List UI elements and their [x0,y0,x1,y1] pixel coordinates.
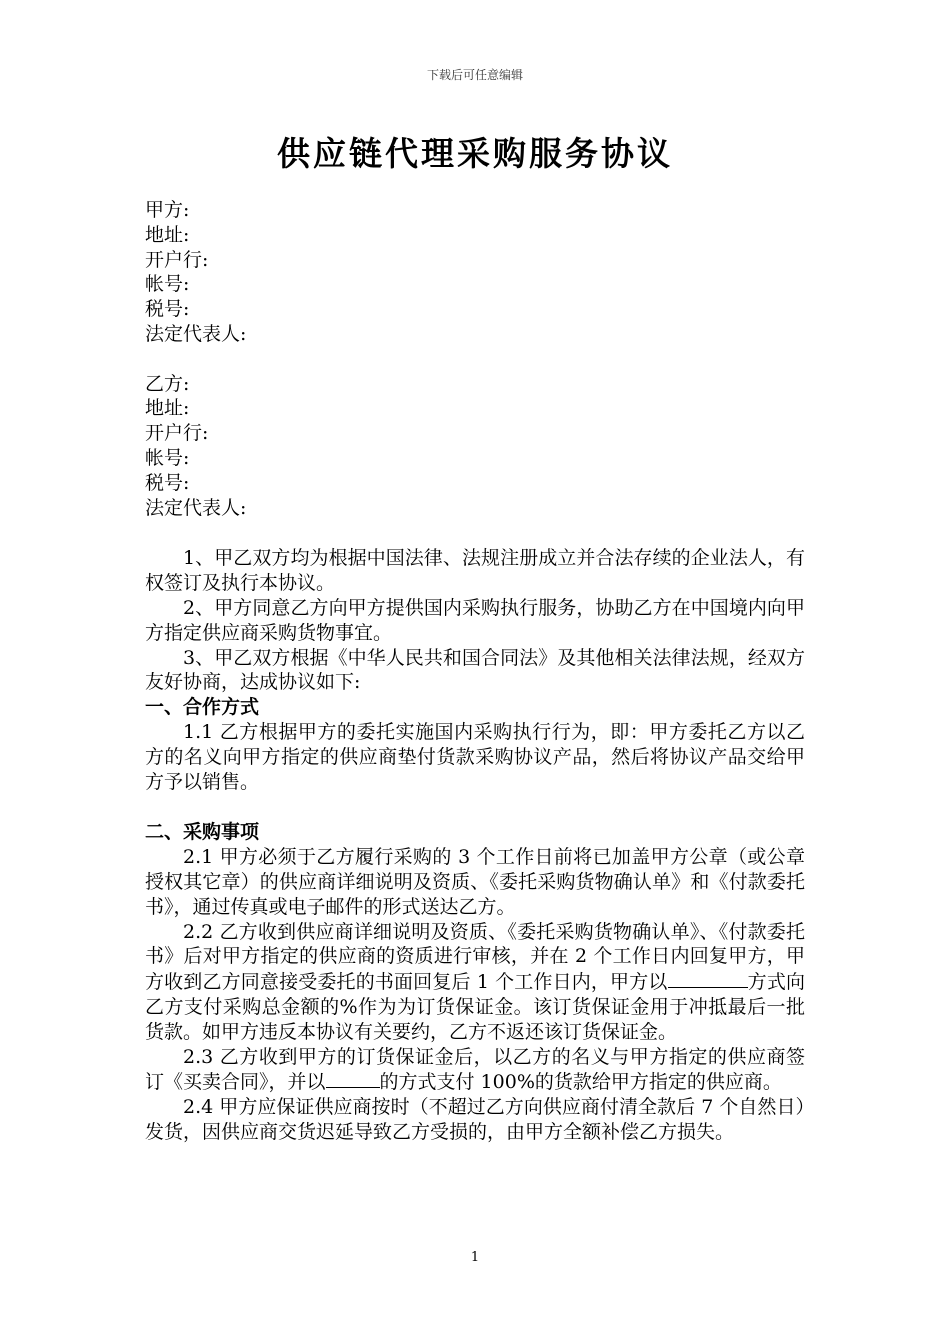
spacer [145,794,805,820]
page-number: 1 [470,1250,480,1265]
party-a-address-field: 地址: [145,223,190,246]
spacer [145,347,805,372]
clause-2-2-text-start: 2.2 乙方收到供应商详细说明及资质、《委托采购货物确认单》、《付款委托书》后对甲方指定的供应商的资质进行审核，并在 2 个工作日内回复甲方，甲方收到乙方同意接受委托的书面回复后 1 个工作日内，甲方以 [145,920,805,994]
party-b-tax-field: 税号: [145,471,190,494]
clause-2-2-text-end: 方式向乙方支付采购总金额的%作为为订货保证金。该订货保证金用于冲抵最后一批货款。如甲方违反本协议有关要约，乙方不返还该订货保证金。 [145,971,805,1043]
intro-clause-3: 3、甲乙双方根据《中华人民共和国合同法》及其他相关法律法规，经双方友好协商，达成协议如下: [145,646,805,694]
party-b-bank-field: 开户行: [145,422,209,445]
section-1-heading: 一、合作方式 [145,696,260,719]
party-b-info [145,372,805,521]
document-title: 供应链代理采购服务协议 [277,134,673,173]
party-b-name-field: 乙方: [145,372,190,395]
clause-2-3 [145,1045,805,1096]
party-a-name-field: 甲方: [145,199,190,221]
party-b-address-field: 地址: [145,397,190,420]
clause-2-3-text-end: 的方式支付 100%的货款给甲方指定的供应商。 [379,1071,782,1094]
party-b-representative-field: 法定代表人: [145,496,247,519]
party-a-account-field: 帐号: [145,273,190,296]
clause-2-2 [145,920,805,1045]
party-a-bank-field: 开户行: [145,248,209,271]
section-2-heading: 二、采购事项 [145,821,260,844]
document-body [145,198,805,1145]
intro-clause-1: 1、甲乙双方均为根据中国法律、法规注册成立并合法存续的企业法人，有权签订及执行本协议。 [145,547,805,595]
clause-1-1: 1.1 乙方根据甲方的委托实施国内采购执行行为，即：甲方委托乙方以乙方的名义向甲方指定的供应商垫付货款采购协议产品，然后将协议产品交给甲方予以销售。 [145,720,805,793]
party-a-info [145,198,805,347]
clause-2-4: 2.4 甲方应保证供应商按时（不超过乙方向供应商付清全款后 7 个自然日）发货，因供应商交货迟延导致乙方受损的，由甲方全额补偿乙方损失。 [145,1096,805,1143]
party-a-tax-field: 税号: [145,298,190,321]
payment-method-blank[interactable] [668,969,748,988]
payment-method-blank[interactable] [326,1069,380,1088]
spacer [145,520,805,546]
clause-2-1: 2.1 甲方必须于乙方履行采购的 3 个工作日前将已加盖甲方公章（或公章授权其它章）的供应商详细说明及资质、《委托采购货物确认单》和《付款委托书》，通过传真或电子邮件的形式送达乙方。 [145,846,805,918]
clause-2-3-text-start: 2.3 乙方收到甲方的订货保证金后，以乙方的名义与甲方指定的供应商签订《买卖合同》，并以 [145,1045,805,1094]
party-a-representative-field: 法定代表人: [145,322,247,345]
party-b-account-field: 帐号: [145,446,190,469]
header-note: 下载后可任意编辑 [426,68,523,82]
intro-clause-2: 2、甲方同意乙方向甲方提供国内采购执行服务，协助乙方在中国境内向甲方指定供应商采购货物事宜。 [145,596,805,644]
